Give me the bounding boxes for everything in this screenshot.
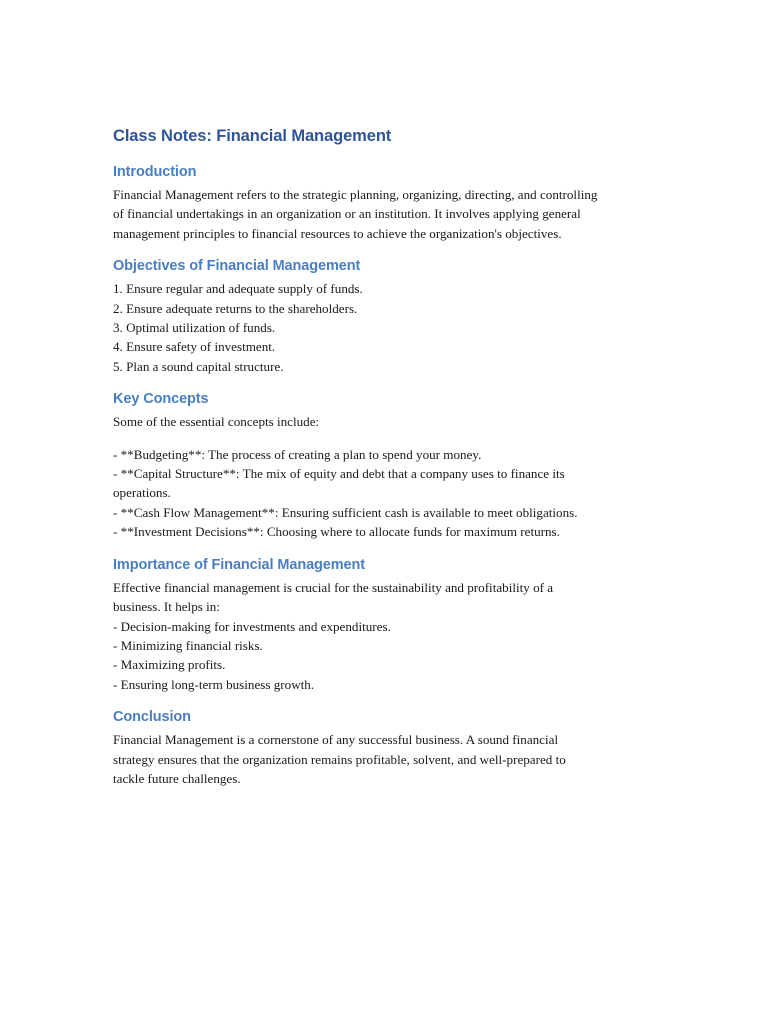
list-item: 4. Ensure safety of investment. [113,339,276,355]
list-item: 5. Plan a sound capital structure. [113,358,284,374]
document-title: Class Notes: Financial Management [113,127,392,145]
importance-text: Effective financial management is crucial for the sustainability and profitability of a business. It helps in: [113,579,554,615]
introduction-heading: Introduction [113,164,197,180]
list-item: - Minimizing financial risks. [113,637,263,653]
introduction-text: Financial Management refers to the strategic planning, organizing, directing, and controlling of financial undertakings in an organization or an institution. It involves applying general management principles to financial resources to achieve the organization's objectives. [113,187,598,241]
list-item: 3. Optimal utilization of funds. [113,320,276,336]
spacer [113,148,673,161]
key-concepts-list [113,445,673,542]
objectives-list [113,279,673,376]
list-item: - Decision-making for investments and expenditures. [113,618,391,634]
list-item: 2. Ensure adequate returns to the shareholders. [113,300,358,316]
key-concepts-heading: Key Concepts [113,391,209,408]
list-item: - **Capital Structure**: The mix of equity and debt that a company uses to finance its operations. [113,466,565,501]
spacer [113,694,673,706]
spacer [113,243,673,255]
objectives-heading: Objectives of Financial Management [113,258,361,275]
list-item: - **Budgeting**: The process of creating a plan to spend your money. [113,446,482,462]
importance-list [113,617,673,695]
importance-heading: Importance of Financial Management [113,556,366,573]
list-item: - **Cash Flow Management**: Ensuring sufficient cash is available to meet obligations. [113,504,578,520]
document-page [113,124,673,788]
list-item: - Ensuring long-term business growth. [113,676,315,692]
spacer [113,542,673,554]
conclusion-heading: Conclusion [113,709,191,726]
spacer [113,376,673,388]
list-item: - **Investment Decisions**: Choosing where to allocate funds for maximum returns. [113,524,560,540]
key-concepts-intro: Some of the essential concepts include: [113,414,320,430]
conclusion-text: Financial Management is a cornerstone of any successful business. A sound financial strategy ensures that the organization remains profitable, solvent, and well-prepared to tackle future challenges. [113,732,566,786]
list-item: 1. Ensure regular and adequate supply of funds. [113,281,363,297]
spacer [113,432,673,445]
list-item: - Maximizing profits. [113,657,226,673]
